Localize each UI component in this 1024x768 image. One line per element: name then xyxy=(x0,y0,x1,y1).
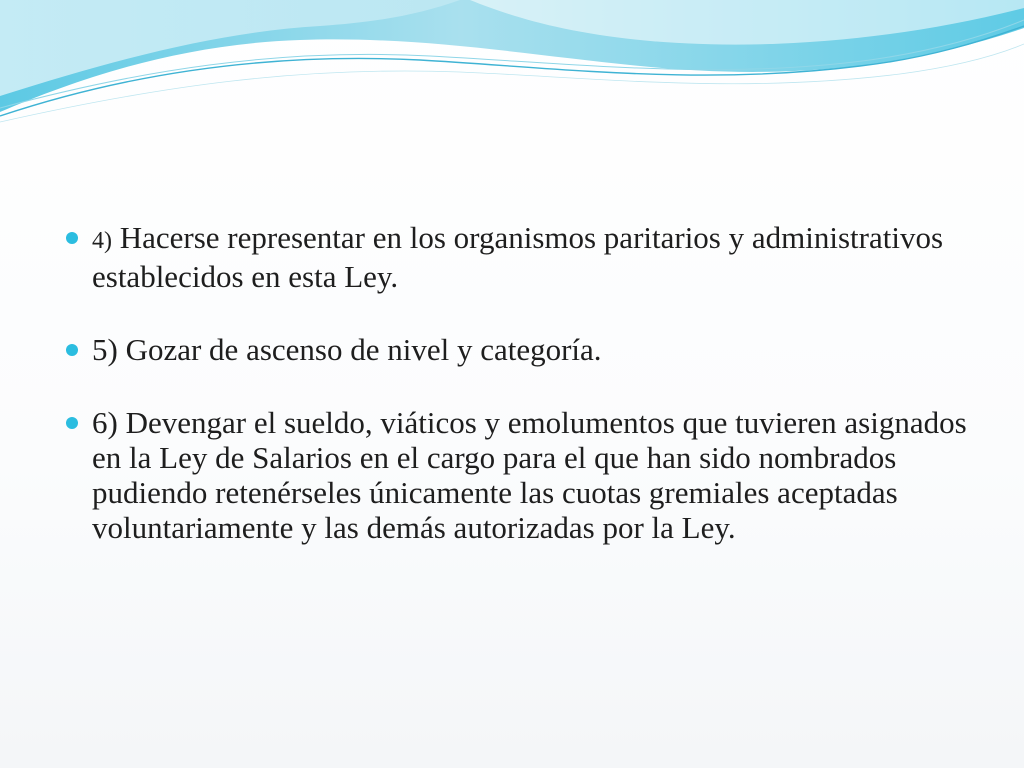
bullet-dot-icon xyxy=(66,232,78,244)
bullet-number: 6) xyxy=(92,405,118,440)
bullet-dot-icon xyxy=(66,417,78,429)
bullet-number: 4) xyxy=(92,228,112,254)
bullet-number: 5) xyxy=(92,332,118,367)
bullet-item-6 xyxy=(62,405,982,545)
bullet-item-4 xyxy=(62,220,982,294)
bullet-dot-icon xyxy=(66,344,78,356)
bullet-list xyxy=(62,220,982,545)
header-wave-decoration xyxy=(0,0,1024,130)
bullet-text: Hacerse representar en los organismos paritarios y administrativos establecidos en esta Ley. xyxy=(92,220,944,294)
bullet-item-5 xyxy=(62,332,982,367)
bullet-text: Gozar de ascenso de nivel y categoría. xyxy=(117,332,602,367)
bullet-text: Devengar el sueldo, viáticos y emolumentos que tuvieren asignados en la Ley de Salarios en el cargo para el que han sido nombrados pudiendo retenérseles únicamente las cuotas gremiales aceptadas voluntariamente y las demás autorizadas por la Ley. xyxy=(92,405,967,545)
